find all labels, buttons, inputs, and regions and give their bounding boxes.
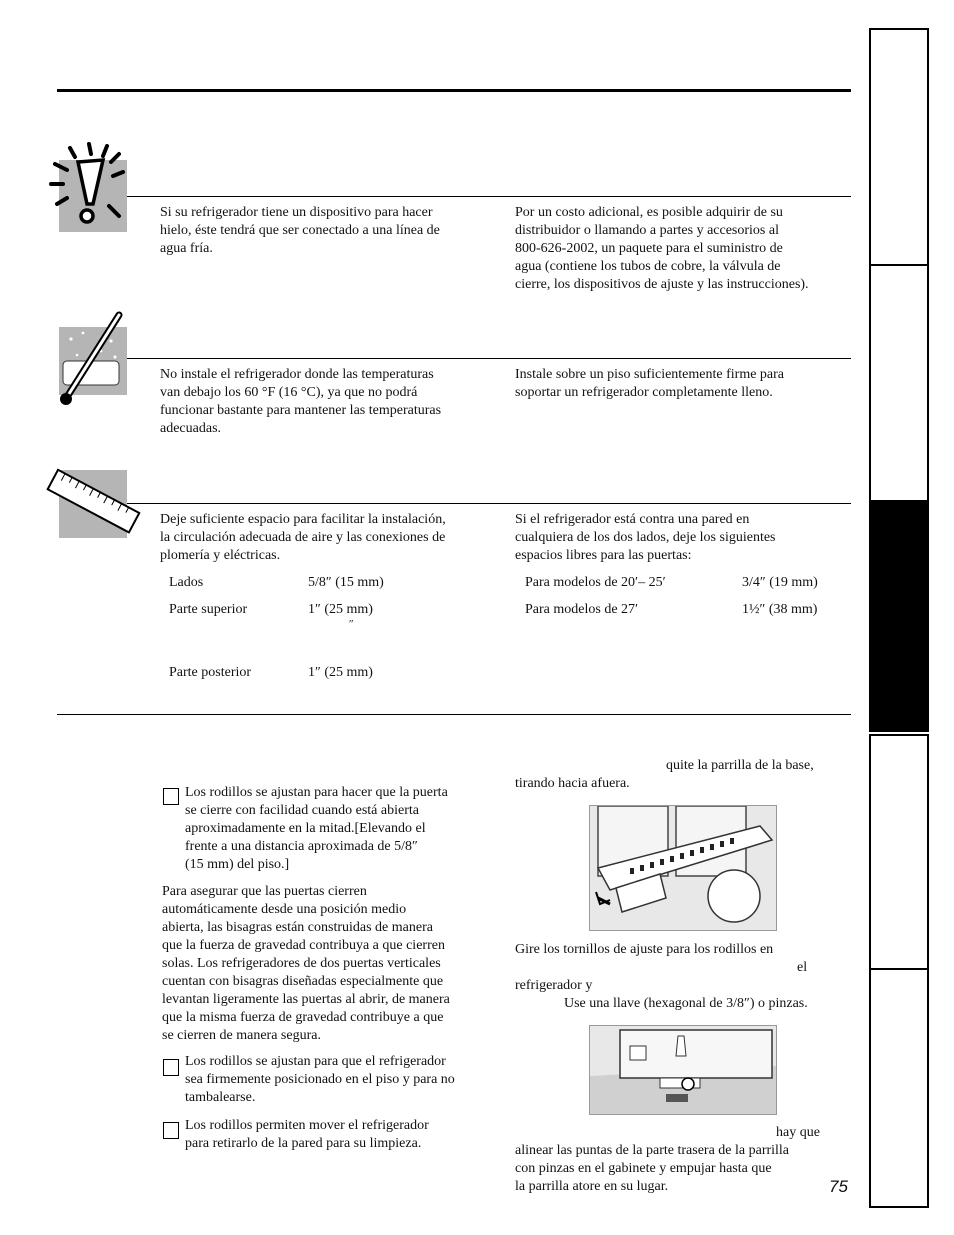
section-rule-clearance <box>127 503 851 504</box>
rollers-item-3: Los rodillos permiten mover el refrigerador para retirarlo de la pared para su limpieza. <box>185 1118 429 1151</box>
rollers-item-1: Los rodillos se ajustan para hacer que la puerta se cierre con facilidad cuando está abierta aproximadamente en la mitad.[Elevando el frente a una distancia aproximada de 5/8″ (15 mm) del piso.] <box>185 785 448 872</box>
checkbox-bullet <box>163 1122 179 1139</box>
checkbox-bullet <box>163 788 179 805</box>
section-rule-rollers <box>57 714 851 715</box>
clearance-right-row-label: Para modelos de 27′ <box>525 602 639 617</box>
sidebar-tab-2 <box>869 264 929 502</box>
ruler-icon <box>59 470 127 538</box>
clearance-right-row-value: 3/4″ (19 mm) <box>742 575 818 590</box>
rollers-step2-c: refrigerador y <box>515 978 593 993</box>
clearance-left-row-label: Parte posterior <box>169 665 252 680</box>
rollers-step2-d: Use una llave (hexagonal de 3/8″) o pinzas. <box>564 996 808 1011</box>
roller-adjust-illustration <box>589 1025 777 1115</box>
clearance-right-row-value: 1½″ (38 mm) <box>742 602 818 617</box>
rollers-item-2: Los rodillos se ajustan para que el refrigerador sea firmemente posicionado en el piso y para no tambalearse. <box>185 1054 455 1105</box>
rollers-paragraph: Para asegurar que las puertas cierren automáticamente desde una posición medio abierta, las bisagras están construidas de manera que la fuerza de gravedad contribuya a que cierren solas. Los refrigeradores de dos puertas verticales cuentan con bisagras diseñadas especialmente que levantan ligeramente las puertas al abrir, de manera que la misma fuerza de gravedad contribuye a que se cierren de manera segura. <box>162 884 450 1043</box>
page-number: 75 <box>829 1177 848 1196</box>
section-rule-temperature <box>127 358 851 359</box>
clearance-right-row-label: Para modelos de 20′– 25′ <box>525 575 666 590</box>
sidebar-tab-4 <box>869 734 929 970</box>
checkbox-bullet <box>163 1059 179 1076</box>
clearance-left-row-label: Parte superior <box>169 602 248 617</box>
thermometer-icon <box>59 327 127 395</box>
rollers-step3-a: hay que <box>776 1125 820 1140</box>
warning-icon <box>59 160 127 232</box>
section-rule-water <box>127 196 851 197</box>
clearance-left-text: Deje suficiente espacio para facilitar la instalación, la circulación adecuada de aire y las conexiones de plomería y eléctricas. <box>160 512 446 563</box>
base-grille-illustration <box>589 805 777 931</box>
temperature-right-text: Instale sobre un piso suficientemente firme para soportar un refrigerador completamente lleno. <box>515 367 785 400</box>
rollers-step2-a: Gire los tornillos de ajuste para los rodillos en <box>515 942 774 957</box>
water-left-text: Si su refrigerador tiene un dispositivo para hacer hielo, éste tendrá que ser conectado a una línea de agua fría. <box>160 205 440 256</box>
clearance-left-row-value: ″ <box>349 618 354 630</box>
clearance-left-row-label: Lados <box>169 575 204 590</box>
clearance-left-row-value: 5/8″ (15 mm) <box>308 575 384 590</box>
rollers-step1-b: tirando hacia afuera. <box>515 776 630 791</box>
rollers-step2-b: el <box>797 960 808 975</box>
rollers-step3-b: alinear las puntas de la parte trasera de la parrilla con pinzas en el gabinete y empujar hasta que la parrilla atore en su lugar. <box>515 1143 790 1194</box>
water-right-text: Por un costo adicional, es posible adquirir de su distribuidor o llamando a partes y accesorios al 800-626-2002, un paquete para el suministro de agua (contiene los tubos de cobre, la válvula de cierre, los dispositivos de ajuste y las instrucciones). <box>515 205 809 292</box>
sidebar-tab-1 <box>869 28 929 266</box>
sidebar-tab-5 <box>869 968 929 1208</box>
top-rule <box>57 89 851 92</box>
clearance-right-text: Si el refrigerador está contra una pared en cualquiera de los dos lados, deje los siguientes espacios libres para las puertas: <box>515 512 776 563</box>
temperature-left-text: No instale el refrigerador donde las temperaturas van debajo los 60 °F (16 °C), ya que no podrá funcionar bastante para mantener las temperaturas adecuadas. <box>160 367 442 436</box>
clearance-left-row-value: 1″ (25 mm) <box>308 602 373 617</box>
rollers-step1-a: quite la parrilla de la base, <box>666 758 814 773</box>
clearance-left-row-value: 1″ (25 mm) <box>308 665 373 680</box>
sidebar-tab-active <box>869 500 929 732</box>
